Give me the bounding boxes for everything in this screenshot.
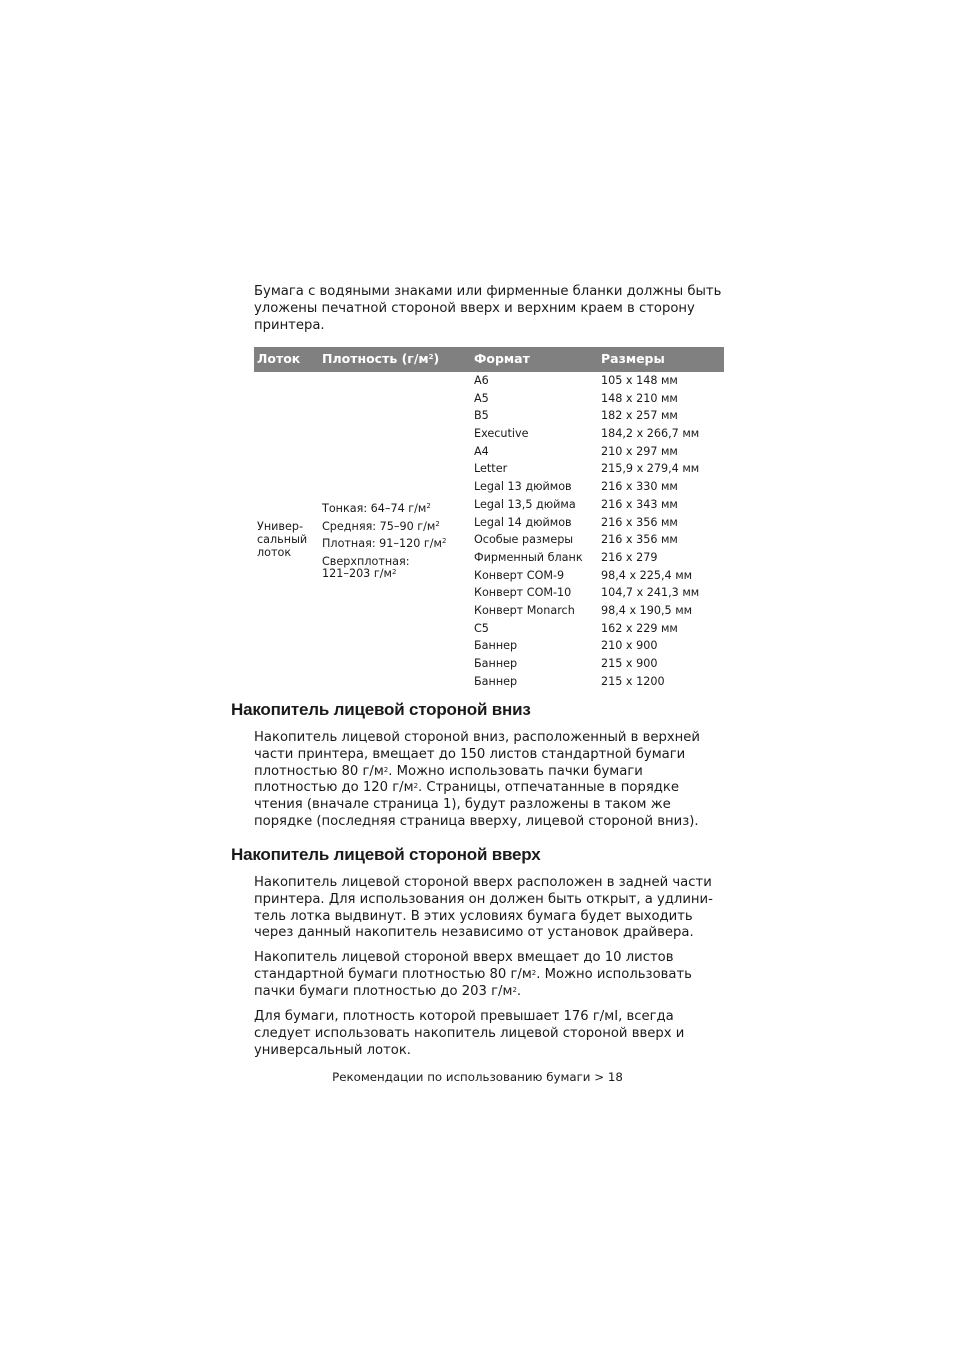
format-cell: Баннер <box>474 674 518 688</box>
intro-line: Бумага с водяными знаками или фирменные бланки должны быть <box>254 284 722 299</box>
header-format: Формат <box>474 351 530 366</box>
intro-line: уложены печатной стороной вверх и верхним краем в сторону <box>254 300 695 316</box>
table-header <box>254 347 724 372</box>
density-thin: Тонкая: 64–74 $г/м^2$ <box>322 502 431 515</box>
size-cell: 148 x 210 мм <box>601 391 678 405</box>
format-cell: Особые размеры <box>474 533 574 547</box>
density-extra-range: 121–203 $г/м^2$ <box>322 567 397 581</box>
format-cell: C5 <box>474 621 489 635</box>
size-cell: 105 x 148 мм <box>601 374 678 387</box>
format-cell: B5 <box>474 409 489 423</box>
size-cell: 215 x 900 <box>601 657 658 670</box>
tray-line: лоток <box>257 546 292 559</box>
format-cell: Legal 14 дюймов <box>474 515 572 529</box>
section-heading: Накопитель лицевой стороной вверх <box>231 845 541 864</box>
size-cell: 98,4 x 225,4 мм <box>601 568 693 582</box>
format-cell: Legal 13 дюймов <box>474 480 572 494</box>
format-cell: Конверт Monarch <box>474 603 575 617</box>
format-cell: Баннер <box>474 639 518 653</box>
size-column <box>601 372 699 690</box>
format-cell: Конверт COM-10 <box>474 586 572 600</box>
section2-paragraph-2: Накопитель лицевой стороной вверх вмещает до 10 листов стандартной бумаги плотностью 80 $г/м^2$. Можно использовать пачки бумаги плотностью до 203 $г/м^2$. <box>254 950 692 999</box>
format-cell: A4 <box>474 444 489 458</box>
intro-line: принтера. <box>254 317 325 333</box>
header-size: Размеры <box>601 351 665 366</box>
format-cell: Letter <box>474 462 508 476</box>
size-cell: 215,9 x 279,4 мм <box>601 462 700 476</box>
size-cell: 216 x 279 <box>601 550 658 564</box>
format-cell: A5 <box>474 391 489 405</box>
page-footer: Рекомендации по использованию бумаги > 18 <box>332 1070 623 1084</box>
size-cell: 162 x 229 мм <box>601 621 678 635</box>
table-body <box>254 372 724 688</box>
density-medium: Средняя: 75–90 $г/м^2$ <box>322 519 440 533</box>
paper-table <box>254 347 724 688</box>
size-cell: 216 x 356 мм <box>601 515 678 529</box>
format-cell: Конверт COM-9 <box>474 568 565 582</box>
size-cell: 216 x 356 мм <box>601 533 678 547</box>
section-heading: Накопитель лицевой стороной вниз <box>231 700 531 719</box>
format-cell: Executive <box>474 427 529 441</box>
size-cell: 215 x 1200 <box>601 674 665 688</box>
size-cell: 210 x 900 <box>601 639 658 653</box>
size-cell: 216 x 330 мм <box>601 480 678 494</box>
section2-paragraph-3: Для бумаги, плотность которой превышает 176 г/мI, всегда следует использовать накопитель лицевой стороной вверх и универсальный лоток. <box>254 1009 685 1058</box>
tray-line: Универ- <box>257 520 304 533</box>
format-cell: Баннер <box>474 657 518 670</box>
section1-paragraph: Накопитель лицевой стороной вниз, расположенный в верхней части принтера, вмещает до 150 листов стандартной бумаги плотностью 80 $г/м^2$. Можно использовать пачки бумаги плотностью до 120 $г/м^2$. Страницы, отпечатанные в порядке чтения (вначале страница 1), будут разложены в таком же порядке (последняя страница вверху, лицевой стороной вниз). <box>254 730 700 829</box>
size-cell: 216 x 343 мм <box>601 497 678 511</box>
size-cell: 210 x 297 мм <box>601 444 678 458</box>
section2-paragraph-1: Накопитель лицевой стороной вверх расположен в задней части принтера. Для использования он должен быть открыт, а удлини- тель лотка выдвинут. В этих условиях бумага будет выходить через данный накопитель независимо от установок драйвера. <box>254 875 713 941</box>
header-density: Плотность $(г/м^2)$ <box>322 351 440 366</box>
size-cell: 104,7 x 241,3 мм <box>601 586 700 600</box>
format-cell: Фирменный бланк <box>474 550 583 564</box>
format-column <box>474 372 583 690</box>
header-tray: Лоток <box>257 351 301 366</box>
density-heavy: Плотная: 91–120 $г/м^2$ <box>322 537 447 551</box>
format-cell: A6 <box>474 374 489 387</box>
intro-paragraph <box>254 284 729 334</box>
density-extra: Сверхплотная: <box>322 555 410 569</box>
tray-line: сальный <box>257 533 308 546</box>
size-cell: 98,4 x 190,5 мм <box>601 603 693 617</box>
format-cell: Legal 13,5 дюйма <box>474 497 576 511</box>
density-cell <box>322 500 446 580</box>
size-cell: 184,2 x 266,7 мм <box>601 427 700 441</box>
tray-cell <box>257 520 307 559</box>
size-cell: 182 x 257 мм <box>601 409 678 423</box>
